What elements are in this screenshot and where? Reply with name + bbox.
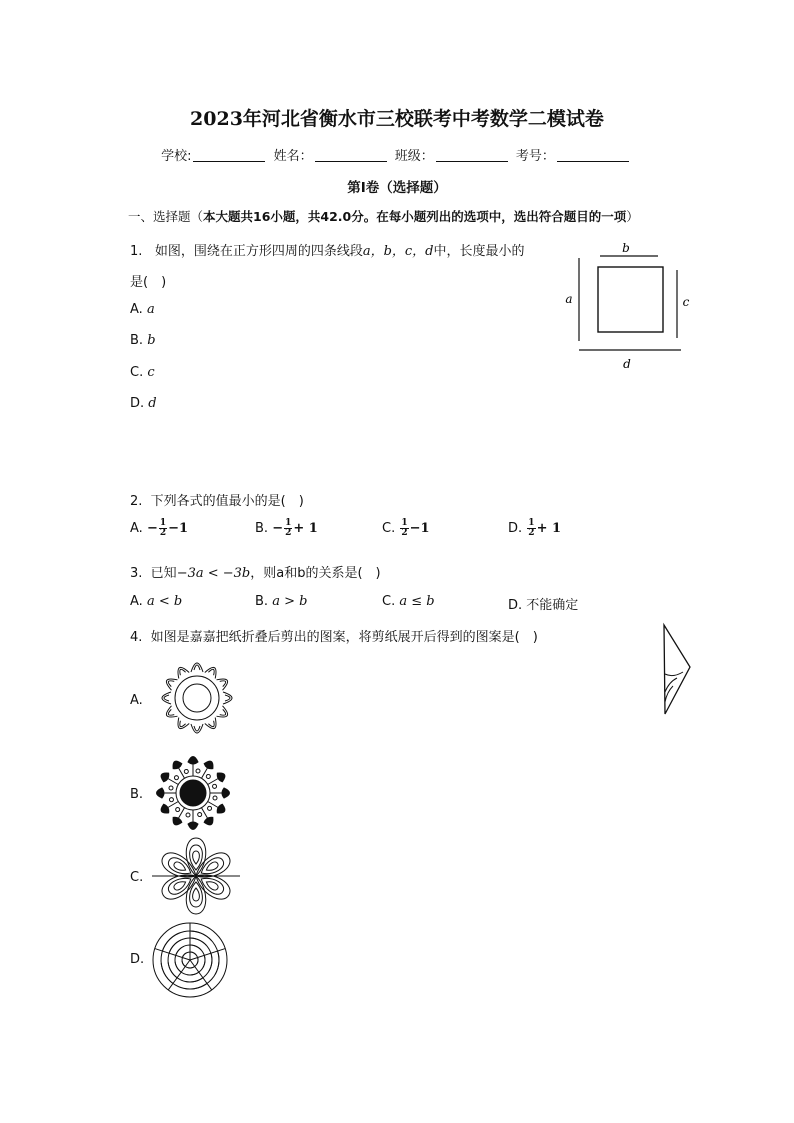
page-title: 2023年河北省衡水市三校联考中考数学二模试卷 [190, 108, 604, 130]
denominator: 2 [285, 528, 292, 538]
q3-option-c[interactable] [382, 594, 435, 609]
school-label: 学校: [161, 149, 192, 164]
fraction [400, 519, 408, 538]
class-blank [436, 149, 508, 162]
q3-option-a[interactable] [130, 594, 182, 609]
q2-option-d[interactable] [508, 519, 561, 538]
q1-vars: a，b，c，d [362, 244, 434, 259]
part-one-heading [128, 207, 639, 225]
name-label: 姓名： [273, 149, 313, 164]
part-prefix: 一、选择题（ [128, 209, 204, 224]
numerator: 1 [401, 518, 408, 528]
fraction [527, 519, 535, 538]
option-label: A. [130, 594, 143, 609]
option-label: B. [130, 333, 144, 348]
option-value: d [148, 396, 157, 411]
q1-line2: 是( ) [130, 275, 167, 290]
section-title: 第I卷（选择题） [347, 180, 447, 196]
q2-stem [130, 490, 304, 509]
q4-text: 如图是嘉嘉把纸折叠后剪出的图案，将剪纸展开后得到的图案是( ) [150, 630, 538, 645]
q1-text: 如图，围绕在正方形四周的四条线段 [154, 244, 363, 259]
option-rest: + 1 [293, 521, 318, 536]
q4-option-a-label[interactable]: A. [130, 693, 143, 708]
q4-option-b-figure[interactable] [150, 750, 236, 836]
q2-option-b[interactable] [255, 519, 318, 538]
option-label: D. [130, 396, 145, 411]
q1-text-end: 中，长度最小的 [433, 244, 525, 259]
id-label: 考号： [515, 149, 555, 164]
option-value: a ≤ b [399, 594, 435, 609]
q3-stem [130, 562, 381, 581]
q4-option-a-figure[interactable] [150, 653, 244, 743]
numerator: 1 [285, 518, 292, 528]
option-value: b [147, 333, 156, 348]
q4-option-c-figure[interactable] [150, 835, 242, 917]
part-suffix: ） [626, 209, 639, 224]
option-rest: −1 [409, 521, 430, 536]
q3-option-b[interactable] [255, 594, 307, 609]
label-a: a [565, 292, 573, 306]
q3-option-d[interactable] [508, 594, 578, 613]
label-d: d [623, 357, 631, 371]
option-value: a > b [272, 594, 308, 609]
option-value: 不能确定 [526, 598, 579, 613]
name-blank [315, 149, 387, 162]
option-rest: −1 [168, 521, 189, 536]
q4-option-d-label[interactable]: D. [130, 952, 145, 967]
q3-text-pre: 已知 [150, 566, 177, 581]
q2-option-a[interactable] [130, 519, 188, 538]
fraction [159, 519, 167, 538]
school-blank [193, 149, 265, 162]
option-label: C. [382, 521, 396, 536]
option-label: B. [255, 594, 269, 609]
option-label: D. [508, 521, 523, 536]
option-value: c [147, 365, 155, 380]
option-sign: − [146, 521, 158, 536]
q4-folded-paper-figure [655, 622, 695, 718]
label-c: c [682, 295, 690, 309]
denominator: 2 [159, 528, 167, 538]
q4-number: 4. [130, 630, 143, 645]
class-label: 班级： [394, 149, 434, 164]
part-rule: 本大题共16小题，共42.0分。在每小题列出的选项中，选出符合题目的一项 [203, 209, 627, 224]
option-label: B. [255, 521, 269, 536]
q4-stem [130, 626, 538, 645]
id-blank [557, 149, 629, 162]
q1-line1 [130, 240, 525, 259]
option-value: a [146, 302, 155, 317]
student-info-row [0, 145, 794, 164]
q1-number: 1. [130, 244, 143, 259]
q2-number: 2. [130, 494, 143, 509]
q4-option-c-label[interactable]: C. [130, 870, 144, 885]
square [598, 267, 663, 332]
q1-option-c[interactable] [130, 365, 155, 380]
numerator: 1 [528, 518, 535, 528]
q3-expression: −3a < −3b [176, 566, 251, 581]
q3-number: 3. [130, 566, 143, 581]
option-label: A. [130, 302, 143, 317]
option-label: C. [130, 365, 144, 380]
option-rest: + 1 [536, 521, 562, 536]
option-label: A. [130, 521, 143, 536]
denominator: 2 [401, 528, 408, 538]
fraction [284, 519, 292, 538]
denominator: 2 [528, 528, 535, 538]
option-label: D. [508, 598, 523, 613]
q1-option-d[interactable] [130, 396, 157, 411]
label-b: b [622, 241, 630, 255]
q1-square-figure [560, 238, 700, 378]
q4-option-d-figure[interactable] [150, 920, 230, 1000]
q1-option-a[interactable] [130, 302, 155, 317]
q1-option-b[interactable] [130, 333, 156, 348]
q2-text: 下列各式的值最小的是( ) [150, 494, 304, 509]
numerator: 1 [159, 518, 167, 528]
option-value: a < b [146, 594, 183, 609]
q2-option-c[interactable] [382, 519, 430, 538]
q3-text-post: ，则a和b的关系是( ) [250, 566, 381, 581]
q4-option-b-label[interactable]: B. [130, 787, 144, 802]
option-sign: − [272, 521, 284, 536]
option-label: C. [382, 594, 396, 609]
